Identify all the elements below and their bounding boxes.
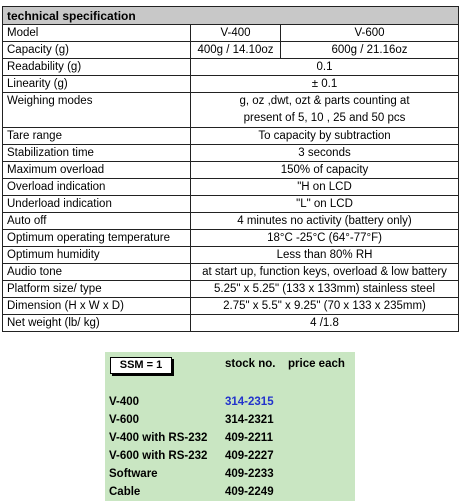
price-each-header: price each <box>288 358 345 370</box>
spec-value-v400: V-400 <box>191 25 281 42</box>
spec-header-row <box>3 7 459 25</box>
spec-value-v600: 600g / 21.16oz <box>281 42 459 59</box>
technical-spec-table <box>2 6 459 332</box>
spec-value: ± 0.1 <box>191 76 459 93</box>
spec-row-tare-range <box>3 128 459 145</box>
stock-number: 409-2211 <box>225 432 273 444</box>
spec-row-overload-indication <box>3 179 459 196</box>
spec-label: Optimum humidity <box>3 247 191 264</box>
spec-label: Net weight (lb/ kg) <box>3 315 191 332</box>
spec-label: Platform size/ type <box>3 281 191 298</box>
spec-row-audio-tone <box>3 264 459 281</box>
stock-no-header: stock no. <box>225 358 276 370</box>
spec-row-humidity <box>3 247 459 264</box>
spec-value: 4 minutes no activity (battery only) <box>191 213 459 230</box>
product-name: Software <box>109 468 158 480</box>
spec-label: Weighing modes <box>3 93 191 128</box>
spec-label: Stabilization time <box>3 145 191 162</box>
stock-row <box>109 430 349 446</box>
spec-value: 5.25" x 5.25" (133 x 133mm) stainless steel <box>191 281 459 298</box>
stock-number-link[interactable]: 314-2315 <box>225 396 274 408</box>
spec-row-capacity <box>3 42 459 59</box>
spec-row-underload-indication <box>3 196 459 213</box>
spec-value: 0.1 <box>191 59 459 76</box>
spec-label: Maximum overload <box>3 162 191 179</box>
spec-value: "H on LCD <box>191 179 459 196</box>
spec-label: Capacity (g) <box>3 42 191 59</box>
stock-number: 409-2227 <box>225 450 274 462</box>
spec-label: Dimension (H x W x D) <box>3 298 191 315</box>
product-name: V-600 <box>109 414 140 426</box>
spec-value: at start up, function keys, overload & low battery <box>191 264 459 281</box>
spec-row-dimension <box>3 298 459 315</box>
spec-value: 4 /1.8 <box>191 315 459 332</box>
spec-label: Audio tone <box>3 264 191 281</box>
spec-value <box>191 93 459 128</box>
spec-header: technical specification <box>3 7 459 25</box>
spec-row-net-weight <box>3 315 459 332</box>
spec-row-operating-temperature <box>3 230 459 247</box>
product-name: V-600 with RS-232 <box>109 450 208 462</box>
spec-value-v400: 400g / 14.10oz <box>191 42 281 59</box>
spec-value: To capacity by subtraction <box>191 128 459 145</box>
stock-number: 409-2249 <box>225 486 274 498</box>
spec-value: "L" on LCD <box>191 196 459 213</box>
spec-value-line-2: present of 5, 10 , 25 and 50 pcs <box>243 112 406 124</box>
stock-panel <box>105 352 355 501</box>
spec-value: Less than 80% RH <box>191 247 459 264</box>
spec-row-weighing-modes <box>3 93 459 128</box>
spec-label: Model <box>3 25 191 42</box>
stock-row <box>109 466 349 482</box>
spec-value-line-1: g, oz ,dwt, ozt & parts counting at <box>239 95 410 107</box>
stock-row <box>109 412 349 428</box>
spec-label: Overload indication <box>3 179 191 196</box>
spec-row-auto-off <box>3 213 459 230</box>
spec-label: Tare range <box>3 128 191 145</box>
spec-label: Linearity (g) <box>3 76 191 93</box>
spec-label: Optimum operating temperature <box>3 230 191 247</box>
stock-row <box>109 484 349 500</box>
stock-row <box>109 394 349 410</box>
product-name: Cable <box>109 486 141 498</box>
product-name: V-400 <box>109 396 140 408</box>
spec-label: Auto off <box>3 213 191 230</box>
ssm-badge: SSM = 1 <box>110 357 172 374</box>
spec-value-v600: V-600 <box>281 25 459 42</box>
spec-row-model <box>3 25 459 42</box>
product-name: V-400 with RS-232 <box>109 432 208 444</box>
stock-row <box>109 448 349 464</box>
spec-row-stabilization-time <box>3 145 459 162</box>
spec-value: 18°C -25°C (64°-77°F) <box>191 230 459 247</box>
spec-row-platform-size <box>3 281 459 298</box>
spec-row-readability <box>3 59 459 76</box>
spec-value: 2.75" x 5.5" x 9.25" (70 x 133 x 235mm) <box>191 298 459 315</box>
spec-label: Underload indication <box>3 196 191 213</box>
spec-row-linearity <box>3 76 459 93</box>
spec-value: 150% of capacity <box>191 162 459 179</box>
stock-number: 409-2233 <box>225 468 274 480</box>
spec-row-maximum-overload <box>3 162 459 179</box>
spec-value: 3 seconds <box>191 145 459 162</box>
spec-label: Readability (g) <box>3 59 191 76</box>
stock-number: 314-2321 <box>225 414 274 426</box>
